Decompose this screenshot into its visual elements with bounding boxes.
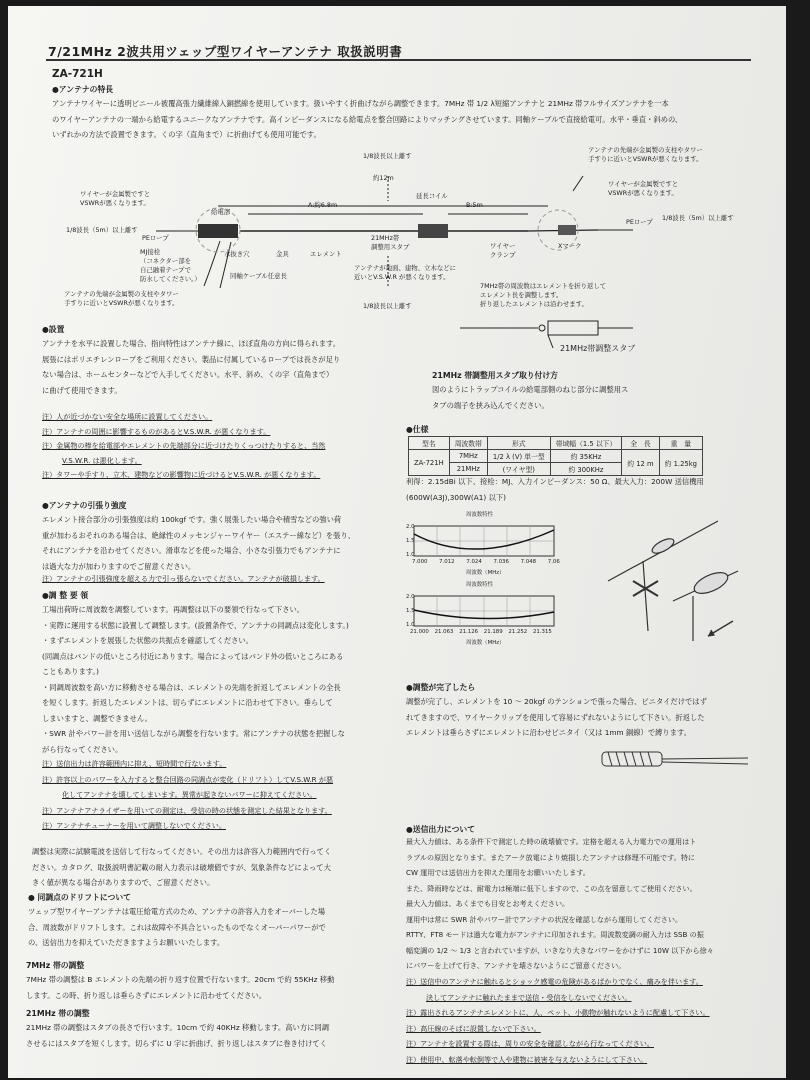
wire-clamp-illustration — [603, 511, 743, 651]
done-body — [406, 694, 707, 741]
chart-ytick: 1.5 — [406, 538, 415, 544]
adjust-body — [42, 602, 349, 757]
power-line: 運用中は常に SWR 計やパワー計でアンテナの状況を確認しながら運用してください。 — [406, 914, 683, 924]
adjust-line: しまいますと、調整できません。 — [42, 713, 152, 723]
tension-heading: ●アンテナの引張り強度 — [42, 501, 127, 510]
adjust-note: 注）アンテナチューナーを用いて調整しないでください。 — [42, 821, 226, 830]
features-line: アンテナワイヤーに透明ビニール被覆高張力繊維線入銅撚線を使用しています。扱いやすく折曲げながら調整できます。7MHz 帯 1/2 λ短縮アンテナと 21MHz 帯フルサイズアンテナを一本 — [52, 99, 669, 108]
installation-notes — [42, 410, 325, 483]
stub-line: 図のようにトラップコイルの給電部側のねじ部分に調整用ス — [432, 385, 629, 394]
drift-line: の、送信出力を抑えていただきますようお願いいたします。 — [28, 938, 225, 947]
drift-heading: ● 同調点のドリフトについて — [28, 893, 131, 902]
features-line: いずれかの方法で設置できます。くの字（直角まで）に折曲げても使用可能です。 — [52, 130, 321, 139]
band7-line: 7MHz 帯の調整は B エレメントの先端の折り返す位置で行ないます。20cm で約 55KHz 移動 — [26, 975, 335, 984]
chart-xtick: 21.126 — [459, 629, 479, 635]
pe-rope-right-distance: 1/8波長（5m）以上離す — [662, 214, 734, 222]
specs-heading: ●仕様 — [406, 425, 429, 434]
feed-label: 給電部 — [211, 208, 231, 216]
chart-xtick: 21.252 — [508, 629, 528, 635]
installation-note: V.S.W.R. は悪化します。 — [62, 455, 142, 465]
feed-box — [198, 224, 238, 238]
chart-title: 周波数特性 — [466, 512, 493, 518]
power-note: 注）送信中のアンテナに触れるとショック感電の危険があるばかりでなく、痛みを伴います。 — [406, 977, 703, 986]
adjust-heading: ●調 整 要 領 — [42, 591, 89, 600]
power-note: 注）使用中、転落や転倒等で人や建物に被害を与えないようにして下さい。 — [406, 1054, 648, 1064]
chart-xtick: 7.048 — [520, 559, 537, 565]
adjust-note: 注）アンテナアナライザーを用いての測定は、受信の時の状態を測定した結果となります。 — [42, 805, 332, 815]
spec-header: 帯域幅（1.5 以下） — [550, 437, 622, 450]
pe-rope-right: PEロープ — [626, 218, 653, 226]
installation-note: 注）アンテナの周囲に影響するものがあるとV.S.W.R. が悪くなります。 — [42, 426, 271, 436]
chart-xtick: 7.036 — [493, 559, 509, 565]
tension-line: 重が加わるおそれのある場合は、絶縁性のメッセンジャーワイヤー（エステー線など）を張り、 — [42, 530, 356, 540]
power-line: 最大入力値は、あくまでも目安とお考えください。 — [406, 899, 570, 908]
installation-line: に曲げて使用できます。 — [42, 385, 122, 395]
power-body — [406, 834, 714, 974]
installation-line: ない場合は、ホームセンターなどで入手してください。水平、斜め、くの字（直角まで） — [42, 370, 334, 379]
done-line: 調整が完了し、エレメントを 10 ～ 20kgf のテンションで張った場合、ビニタイだけではず — [406, 697, 707, 706]
features-line: のワイヤーアンテナの一端から給電するユニークなアンテナです。高インピーダンスになる給電点を整合回路によりマッチングさせています。同軸ケーブルで直接給電可。水平・垂直・斜めの、 — [52, 114, 683, 124]
installation-note: 注）金属物の棒を給電部やエレメントの先端部分に近づけたりくっつけたりすると、当然 — [42, 441, 326, 450]
band7-heading: 7MHz 帯の調整 — [26, 961, 85, 970]
chart-xtick: 7.000 — [412, 559, 428, 565]
power-note: 注）露出されるアンテナエレメントに、人、ペット、小動物が触れないように配慮して下さい。 — [406, 1008, 710, 1017]
eighth-wave-bottom: 1/8波長以上離す — [363, 302, 412, 310]
xmark-label: Xマーク — [558, 242, 582, 250]
fold-note: 7MHz帯の周波数はエレメントを折り返して エレメント長を調整します。 折り返したエレメントは沿わせます。 — [480, 282, 607, 308]
tension-body — [42, 512, 355, 574]
spec-header: 周波数帯 — [449, 437, 487, 450]
chart-xtick: 21.000 — [410, 629, 429, 635]
adjust-after-line: ださい。カタログ、取扱説明書記載の耐入力表示は破壊値ですが、気象条件などによって大 — [32, 862, 331, 872]
adjust-line: がら行なってください。 — [42, 744, 123, 754]
spec-form: (ワイヤ型) — [487, 463, 550, 476]
power-line: また、降雨時などは、耐電力は極端に低下しますので、この点を留意してご使用ください。 — [406, 883, 697, 893]
spec-band: 7MHz — [449, 450, 487, 463]
specs-footer-line: 利得：2.15dBi 以下、接栓：MJ、入力インピーダンス：50 Ω、最大入力：200W 送信機用 — [406, 477, 704, 486]
stub-body — [432, 382, 628, 413]
drift-body — [28, 904, 326, 951]
power-line: 最大入力値は、ある条件下で測定した時の破壊値です。定格を超える入力電力での運用はト — [406, 837, 697, 846]
adjust-after-line: きく値が異なる場合がありますので、ご留意ください。 — [32, 878, 215, 887]
chart-ytick: 1.0 — [406, 552, 415, 558]
tension-line: は過大な力が加わりますのでご留意ください。 — [42, 561, 196, 571]
chart-xticks — [410, 629, 552, 635]
adjust-after-line: 調整は実際に試験電波を送信して行なってください。その出力は許容入力範囲内で行ってく — [32, 847, 332, 856]
chart-xtick: 7.024 — [466, 559, 482, 565]
spec-model: ZA-721H — [409, 450, 450, 476]
spec-weight: 約 1.25kg — [659, 450, 702, 476]
b-length: B:5m — [466, 201, 483, 209]
band21-line: 21MHz 帯の調整はスタブの長さで行います。10cm で約 40KHz 移動します。高い方に同調 — [26, 1023, 330, 1032]
adjust-line: ・SWR 計やパワー計を用い送信しながら調整を行ないます。常にアンテナの状態を把握しな — [42, 729, 345, 738]
features-body — [52, 96, 777, 143]
pe-rope-left-distance: 1/8波長（5m）以上離す — [66, 226, 138, 234]
vswr-chart-21mhz — [406, 580, 566, 650]
warn-bottom-left: アンテナの先端が金属製の支柱やタワー 手すりに近いとVSWRが悪くなります。 — [64, 290, 179, 307]
pe-rope-left: PEロープ — [142, 234, 169, 242]
band7-body — [26, 972, 334, 1003]
chart-xtick: 21.189 — [483, 629, 503, 635]
adjust-line: を短くします。折返したエレメントは、切らずにエレメントに沿わせて下さい。垂らして — [42, 698, 333, 707]
band21-line: させるにはスタブを短くします。切らずに U 字に折曲げ、折り返しはスタブに巻き付けてく — [26, 1038, 327, 1048]
spec-bandwidth: 約 35KHz — [550, 450, 622, 463]
adjust-line: (同調点はバンドの低いところ付近にあります。場合によってはバンド外の低いところにある — [42, 651, 344, 661]
spec-form: 1/2 λ (V) 単一型 — [487, 450, 550, 463]
warn-right-top: アンテナの先端が金属製の支柱やタワー 手すりに近いとVSWRが悪くなります。 — [588, 146, 703, 163]
installation-note: 注）タワーや手すり、立木、建物などの影響物に近づけるとV.S.W.R. が悪くなります。 — [42, 470, 321, 479]
adjust-notes — [42, 756, 333, 834]
power-line: 幅変調の 1/2 ～ 1/3 と言われていますが、いきなり大きなパワーをかけずに 10W 以下から徐々 — [406, 945, 714, 955]
specs-footer — [406, 474, 704, 505]
warn-left: ワイヤーが金属製ですと VSWRが悪くなります。 — [80, 190, 151, 207]
coil-box — [418, 224, 448, 238]
eighth-wave-top: 1/8波長以上離す — [363, 152, 412, 160]
done-line: エレメントは垂らさずにエレメントに沿わせビニタイ（又は 1mm 銅線）で縛ります。 — [406, 728, 692, 737]
total-length: 約12m — [373, 174, 394, 182]
tension-note: 注）アンテナの引張強度を超える力で引っ張らないでください。アンテナが破損します。 — [42, 574, 325, 583]
chart-ytick: 2.0 — [406, 594, 415, 600]
band21-body — [26, 1020, 329, 1051]
features-heading: ●アンテナの特長 — [52, 85, 114, 94]
installation-body — [42, 336, 340, 398]
power-line: CW 運用では送信出力を抑えた運用をお願いいたします。 — [406, 868, 590, 877]
vinyl-tie-illustration — [598, 746, 758, 776]
chart-title: 周波数特性 — [466, 582, 493, 588]
band7-line: します。この時、折り返しは垂らさずにエレメントに沿わせてください。 — [26, 990, 266, 1000]
near-ground-note: アンテナが地面、建物、立木などに 近いとV.S.W.R が悪くなります。 — [354, 264, 456, 281]
power-note: 注）高圧線のそばに設置しないで下さい。 — [406, 1023, 541, 1033]
chart-xlabel: 周波数（MHz） — [466, 570, 505, 576]
specs-footer-line: (600W(A3J),300W(A1) 以下) — [406, 492, 507, 502]
adjust-line: ・実際に運用する状態に設置して調整します。(設置条件で、アンテナの同調点は変化します。) — [42, 620, 349, 630]
document-title: 7/21MHz 2波共用ツェップ型ワイヤーアンテナ 取扱説明書 — [48, 44, 403, 59]
adjust-note: 化してアンテナを壊してしまいます。異常が起きないパワーに抑えてください。 — [62, 790, 317, 799]
adjust-line: 工場出荷時に周波数を調整しています。再調整は以下の要領で行なって下さい。 — [42, 605, 305, 614]
adjust-line: ・同調周波数を高い方に移動させる場合は、エレメントの先端を折返してエレメントの全長 — [42, 682, 341, 692]
power-line: RTTY、FT8 モードは過大な電力がアンテナに印加されます。周波数変調の耐入力は SSB の振 — [406, 930, 704, 939]
stub-label: 21MHz帯 調整用スタブ — [371, 234, 410, 251]
coil-label: 延長コイル — [416, 192, 448, 200]
chart-xtick: 7.012 — [439, 559, 455, 565]
stub-line: タブの端子を挟み込んでください。 — [432, 400, 549, 410]
power-line: にパワーを上げて行き、アンテナを壊さないようにご留意ください。 — [406, 961, 626, 970]
chart-xticks — [412, 559, 560, 565]
chart-ytick: 1.0 — [406, 622, 415, 628]
stub-caption: 21MHz 帯調整用スタブ取り付け方 — [432, 371, 558, 380]
xmark-box — [558, 225, 576, 235]
power-line: ラブルの原因となります。またアーク放電により焼損したアンテナは修理不可能です。特に — [406, 852, 695, 862]
fitting-label: 金具 — [276, 250, 289, 258]
spec-header: 重 量 — [659, 437, 702, 450]
spec-header: 全 長 — [622, 437, 659, 450]
coax-label: 同軸ケーブル任意長 — [230, 272, 287, 280]
coax-cable — [204, 241, 220, 286]
installation-heading: ●設置 — [42, 325, 65, 334]
clamp-label: ワイヤー クランプ — [490, 242, 516, 259]
model-number: ZA-721H — [52, 68, 103, 80]
drift-line: 合、周波数がドリフトします。これは故障や不具合といったものでなくオーバーパワーがで — [28, 922, 326, 932]
tension-line: エレメント接合部分の引張強度は約 100kgf です。強く展張したい場合や積雪などの強い荷 — [42, 515, 342, 524]
chart-ytick: 2.0 — [406, 524, 415, 530]
warn-right: ワイヤーが金属製ですと VSWRが悪くなります。 — [608, 180, 679, 197]
installation-note: 注）人が近づかない安全な場所に設置してください。 — [42, 412, 213, 421]
installation-line: 展張にはポリエチレンロープをご利用ください。製品に付属しているロープでは長さが足り — [42, 354, 341, 364]
element-label: エレメント — [310, 250, 342, 258]
adjust-after — [32, 844, 331, 891]
drift-line: ツェップ型ワイヤーアンテナは電圧給電方式のため、アンテナの許容入力をオーバーした場 — [28, 907, 326, 916]
manual-sheet — [8, 6, 786, 1078]
chart-xtick: 21.063 — [434, 629, 454, 635]
adjust-note: 注）許容以上のパワーを入力すると整合回路の同調点が変化（ドリフト）してV.S.W.R が悪 — [42, 774, 334, 784]
power-note: 決してアンテナに触れたままで送信・受信をしないでください。 — [426, 992, 632, 1002]
title-rule — [46, 59, 751, 61]
adjust-line: こともあります。) — [42, 667, 99, 676]
chart-xtick: 21.315 — [532, 629, 552, 635]
power-heading: ●送信出力について — [406, 825, 476, 834]
power-notes — [406, 974, 710, 1067]
installation-line: アンテナを水平に設置した場合、指向特性はアンテナ線に、ほぼ直角の方向に得られます。 — [42, 339, 341, 348]
a-length: A:約6.8m — [308, 201, 338, 209]
vswr-chart-7mhz — [406, 510, 566, 580]
band21-heading: 21MHz 帯の調整 — [26, 1009, 90, 1018]
tension-line: それにアンテナを沿わせてください。滑車などを使った場合、小さな引張力でもアンテナに — [42, 546, 341, 555]
chart-xtick: 7.06 — [547, 559, 560, 565]
specs-table — [408, 436, 703, 476]
done-line: れてきますので、ワイヤークリップを使用して容易にずれないようにして下さい。折返した — [406, 712, 705, 722]
chart-ytick: 1.5 — [406, 608, 415, 614]
spec-length: 約 12 m — [622, 450, 659, 476]
adjust-line: ・まずエレメントを展張した状態の共振点を確認してください。 — [42, 636, 254, 645]
done-heading: ●調整が完了したら — [406, 683, 476, 692]
spec-band: 21MHz — [449, 463, 487, 476]
spec-bandwidth: 約 300KHz — [550, 463, 622, 476]
spec-header: 形式 — [487, 437, 550, 450]
mj-connector-label: MJ接栓 （コネクター部を 自己融着テープで 防水してください。） — [140, 248, 201, 283]
power-note: 注）アンテナを設置する際は、周りの安全を確認しながら行なってください。 — [406, 1039, 654, 1048]
stub-figure-label: 21MHz帯調整スタブ — [560, 344, 636, 353]
chart-xlabel: 周波数（MHz） — [466, 640, 505, 646]
drain-hole-label: 水抜き穴 — [224, 250, 250, 258]
adjust-note: 注）送信出力は許容範囲内に抑え、短時間で行ないます。 — [42, 759, 227, 768]
spec-header: 型名 — [409, 437, 450, 450]
